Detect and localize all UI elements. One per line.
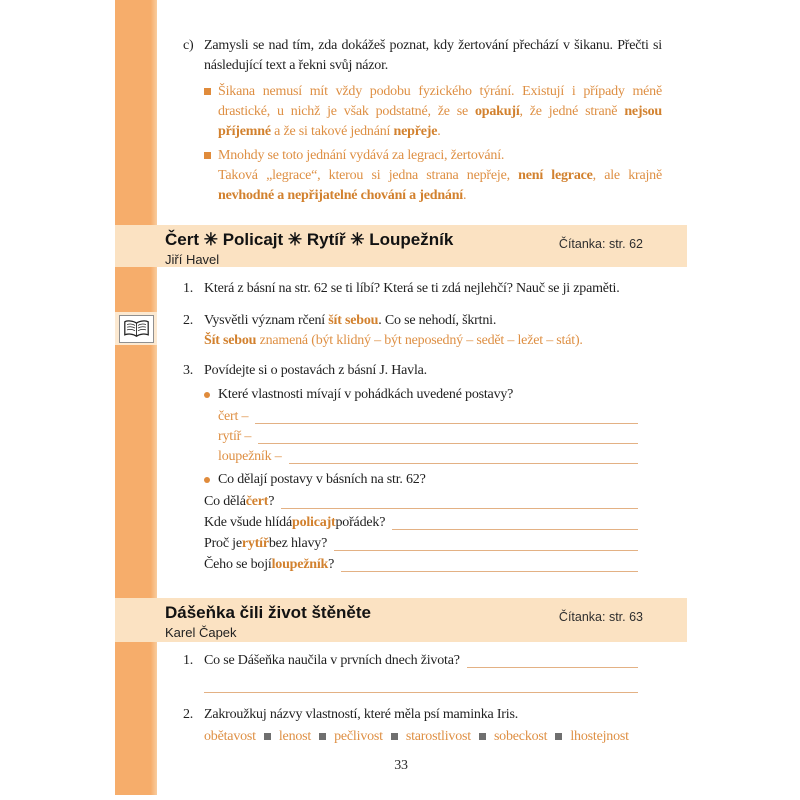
trait-option[interactable]: sobeckost <box>493 729 548 744</box>
text-segment: , ale krajně <box>592 168 662 183</box>
fill-label: čert – <box>218 409 249 424</box>
question-text: Kde všude hlídá <box>204 515 292 530</box>
text-segment: . <box>437 124 441 139</box>
bold-segment: nepřeje <box>393 124 438 139</box>
sub-question-text: Co dělají postavy v básních na str. 62? <box>218 472 426 487</box>
sub-question-row <box>204 385 513 405</box>
question-text: Co dělá <box>204 494 246 509</box>
square-separator-icon <box>264 733 271 740</box>
square-separator-icon <box>319 733 326 740</box>
answer-line[interactable] <box>334 534 638 551</box>
question-1-row <box>183 651 638 671</box>
trait-option[interactable]: lenost <box>278 729 312 744</box>
question-text: . Co se nehodí, škrtni. <box>378 313 497 328</box>
dot-bullet-icon <box>204 392 210 398</box>
info-bullet-1-text <box>218 82 662 142</box>
text-segment: . <box>463 188 467 203</box>
info-bullet-2 <box>204 146 662 206</box>
answer-line[interactable] <box>341 555 638 572</box>
text-segment: Taková „legrace“, kterou si jedna strana nepřeje, <box>218 168 519 183</box>
fill-line-row <box>218 427 638 447</box>
trait-options-row <box>204 727 629 747</box>
exercise-c <box>183 36 662 76</box>
text-segment: , že jedné straně <box>519 104 625 119</box>
section-title: Čert ✳ Policajt ✳ Rytíř ✳ Loupežník <box>165 230 454 249</box>
fill-label: loupežník – <box>218 449 282 464</box>
square-bullet-icon <box>204 88 211 95</box>
info-bullet-1 <box>204 82 662 142</box>
trait-option[interactable]: obětavost <box>204 729 256 744</box>
question-2-row <box>183 705 683 725</box>
section-title: Dášeňka čili život štěněte <box>165 603 371 622</box>
margin-stripe <box>115 0 157 795</box>
author-name: Karel Čapek <box>165 625 237 640</box>
writing-task-marker <box>115 312 157 345</box>
question-text: pořádek? <box>335 515 386 530</box>
question-1-row <box>183 279 683 299</box>
answer-line[interactable] <box>281 492 638 509</box>
character-highlight: čert <box>245 494 269 509</box>
question-number: 2. <box>183 313 194 328</box>
question-text: Která z básní na str. 62 se ti líbí? Která se ti zdá nejlehčí? Nauč se ji zpaměti. <box>204 281 620 296</box>
answer-line[interactable] <box>289 447 638 464</box>
idiom-highlight: šít sebou <box>328 313 379 328</box>
sub-question-text: Které vlastnosti mívají v pohádkách uvedené postavy? <box>218 387 514 402</box>
trait-option[interactable]: starostlivost <box>405 729 471 744</box>
bold-segment: opakují <box>475 104 520 119</box>
answer-line[interactable] <box>258 427 638 444</box>
question-text: ? <box>268 494 275 509</box>
text-segment: a že si takové jednání <box>270 124 394 139</box>
question-text: Zakroužkuj názvy vlastností, které měla psí maminka Iris. <box>204 707 519 722</box>
trait-option[interactable]: lhostejnost <box>570 729 629 744</box>
bold-segment: nevhodné a nepřijatelné chování a jednání <box>218 188 463 203</box>
question-2-row <box>183 311 683 331</box>
page-number: 33 <box>394 758 408 773</box>
idiom-highlight: Šít sebou <box>204 333 257 348</box>
question-2-answer-row <box>204 331 704 351</box>
question-3-row <box>183 361 683 381</box>
exercise-label: c) <box>183 38 194 53</box>
reader-page-ref: Čítanka: str. 63 <box>558 610 643 624</box>
dot-bullet-icon <box>204 477 210 483</box>
question-number: 1. <box>183 281 194 296</box>
question-line-row <box>204 492 638 512</box>
question-text: Vysvětli význam rčení <box>204 313 329 328</box>
text-segment: Šikana nemusí mít vždy podobu fyzického týrání. Existují i případy méně drastické, u nichž je však podstatné, že se <box>218 84 662 119</box>
author-name: Jiří Havel <box>165 252 220 267</box>
answer-line[interactable] <box>255 407 638 424</box>
fill-line-row <box>218 447 638 467</box>
answer-line[interactable] <box>467 651 638 668</box>
character-highlight: loupežník <box>271 557 329 572</box>
open-book-icon <box>119 315 154 343</box>
fill-label: rytíř – <box>218 429 252 444</box>
answer-options[interactable]: znamená (být klidný – být neposedný – sedět – ležet – stát). <box>256 333 583 348</box>
section-header-band-2 <box>115 598 687 642</box>
reader-page-ref: Čítanka: str. 62 <box>558 237 643 251</box>
question-text: Co se Dášeňka naučila v prvních dnech života? <box>204 653 460 668</box>
question-text: Čeho se bojí <box>204 557 272 572</box>
answer-line[interactable] <box>204 676 638 693</box>
sub-question-row <box>204 470 426 490</box>
question-line-row <box>204 555 638 575</box>
info-bullet-2-text <box>218 146 662 206</box>
question-text: Proč je <box>204 536 242 551</box>
question-text: Povídejte si o postavách z básní J. Havla. <box>204 363 427 378</box>
question-line-row <box>204 513 638 533</box>
trait-option[interactable]: pečlivost <box>334 729 383 744</box>
bold-segment: nejsou příjemné <box>218 104 663 139</box>
square-separator-icon <box>555 733 562 740</box>
square-separator-icon <box>479 733 486 740</box>
square-separator-icon <box>391 733 398 740</box>
character-highlight: rytíř <box>241 536 269 551</box>
square-bullet-icon <box>204 152 211 159</box>
answer-line[interactable] <box>392 513 638 530</box>
question-text: bez hlavy? <box>268 536 328 551</box>
text-line: Mnohdy se toto jednání vydává za legraci, žertování. <box>218 148 505 163</box>
bold-segment: není legrace <box>518 168 593 183</box>
question-number: 2. <box>183 707 194 722</box>
question-text: ? <box>328 557 335 572</box>
question-number: 3. <box>183 363 194 378</box>
section-header-band-1 <box>115 225 687 267</box>
question-number: 1. <box>183 653 194 668</box>
question-line-row <box>204 534 638 554</box>
fill-line-row <box>218 407 638 427</box>
exercise-text: Zamysli se nad tím, zda dokážeš poznat, kdy žertování přechází v šikanu. Přečti si následující text a řekni svůj názor. <box>204 38 662 73</box>
character-highlight: policajt <box>291 515 336 530</box>
